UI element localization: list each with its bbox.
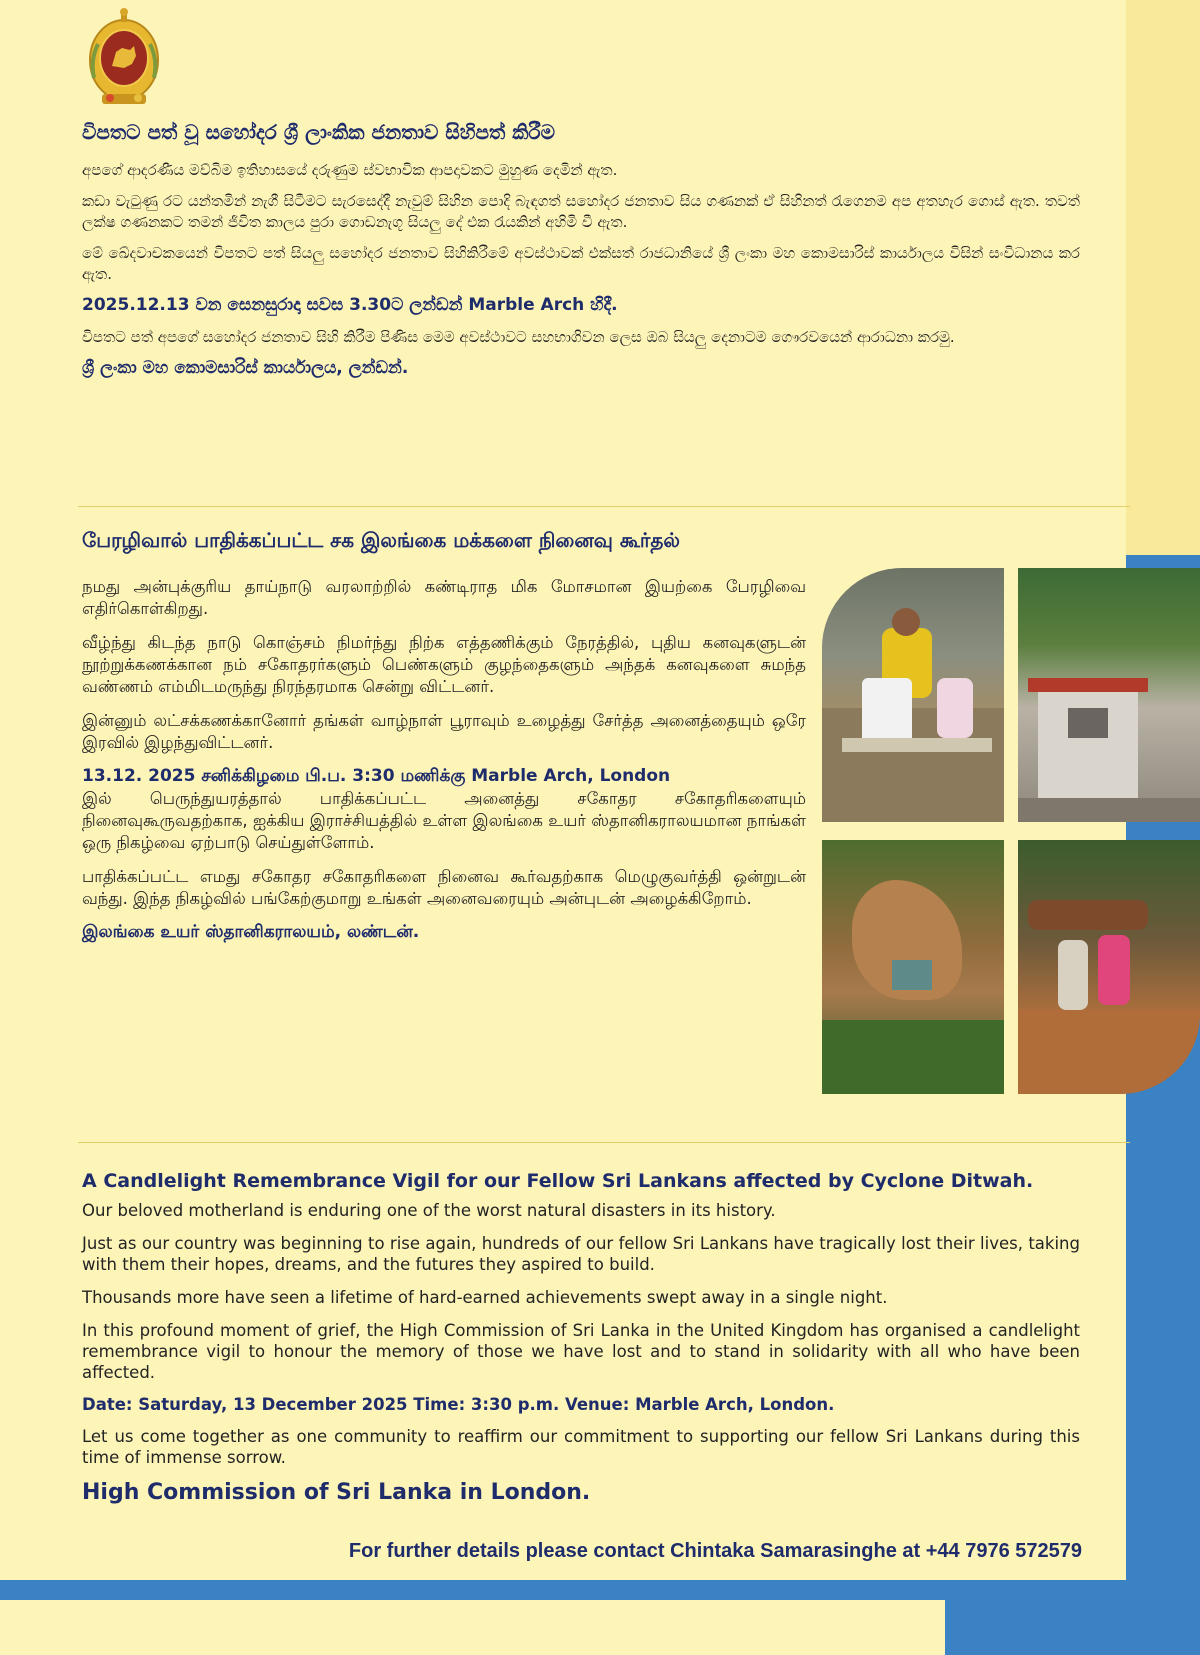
english-section	[82, 1170, 1080, 1505]
divider-top	[78, 506, 1130, 507]
divider-bottom	[78, 1142, 1130, 1143]
tamil-event-date: 13.12. 2025 சனிக்கிழமை பி.ப. 3:30 மணிக்கு Marble Arch, London	[82, 766, 671, 786]
tamil-paragraph-1: நமது அன்புக்குரிய தாய்நாடு வரலாற்றில் கண்டிராத மிக மோசமான இயற்கை பேரழிவை எதிர்கொள்கிறது.	[82, 577, 806, 618]
sinhala-title: විපතට පත් වූ සහෝදර ශ්‍රී ලාංකික ජනතාව සිහිපත් කිරීම	[82, 120, 555, 144]
english-paragraph-3: Thousands more have seen a lifetime of hard-earned achievements swept away in a single night.	[82, 1288, 888, 1307]
tamil-paragraph-3: இன்னும் லட்சக்கணக்கானோர் தங்கள் வாழ்நாள் பூராவும் உழைத்து சேர்த்த அனைத்தையும் ஒரே இரவில் இழந்துவிட்டனர்.	[82, 711, 806, 752]
sri-lanka-emblem-icon	[88, 8, 160, 112]
damaged-house-photo	[1018, 568, 1200, 822]
english-paragraph-2: Just as our country was beginning to rise again, hundreds of our fellow Sri Lankans have tragically lost their lives, taking with them their hopes, dreams, and the futures they aspired to build.	[82, 1234, 1080, 1274]
tamil-title: பேரழிவால் பாதிக்கப்பட்ட சக இலங்கை மக்களை நினைவு கூர்தல்	[82, 528, 680, 552]
tamil-paragraph-4: இல் பெருந்துயரத்தால் பாதிக்கப்பட்ட அனைத்து சகோதர சகோதரிகளையும் நினைவுகூருவதற்காக, ஐக்கிய இராச்சியத்தில் உள்ள இலங்கை உயர் ஸ்தானிகராலயமான நாங்கள் ஒரு நிகழ்வை ஏற்பாடு செய்துள்ளோம்.	[82, 789, 806, 852]
sinhala-event-date: 2025.12.13 වන සෙනසුරාදා සවස 3.30ට ලන්ඩන් Marble Arch හිදී.	[82, 295, 618, 315]
sinhala-paragraph-2: කඩා වැටුණු රට යන්තමින් නැගී සිටීමට සැරසෙද්දී නැවුම් සිහින පොදි බැඳගත් සහෝදර ජනතාව සිය ගණනක් ඒ සිහිනත් රැගෙනම අප අතහැර ගොස් ඇත. තවත් ලක්ෂ ගණනකට තමන් ජීවිත කාලය පුරා ගොඩනැගූ සියලු දේ එක රැයකින් අහිමි වී ඇත.	[82, 192, 1080, 231]
contact-line: For further details please contact Chintaka Samarasinghe at +44 7976 572579	[348, 1540, 1082, 1562]
tamil-section	[82, 576, 806, 944]
english-paragraph-5: Let us come together as one community to reaffirm our commitment to supporting our fellow Sri Lankans during this time of immense sorrow.	[82, 1427, 1080, 1467]
flood-photo	[822, 568, 1004, 822]
sinhala-paragraph-4: විපතට පත් අපගේ සහෝදර ජනතාව සිහි කිරීම පිණිස මෙම අවස්ථාවට සහභාගිවන ලෙස ඔබ සියලු දෙනාටම ගෞරවයෙන් ආරාධනා කරමු.	[82, 328, 955, 346]
english-signature: High Commission of Sri Lanka in London.	[82, 1480, 591, 1505]
tamil-paragraph-5: பாதிக்கப்பட்ட எமது சகோதர சகோதரிகளை நினைவ கூர்வதற்காக மெழுகுவர்த்தி ஒன்றுடன் வந்து. இந்த நிகழ்வில் பங்கேற்குமாறு உங்கள் அனைவரையும் அன்புடன் அழைக்கிறோம்.	[82, 867, 806, 908]
bottom-blue-bar	[0, 1580, 1200, 1600]
english-paragraph-1: Our beloved motherland is enduring one of the worst natural disasters in its history.	[82, 1201, 776, 1220]
english-event-details: Date: Saturday, 13 December 2025 Time: 3:30 p.m. Venue: Marble Arch, London.	[82, 1395, 835, 1414]
sinhala-paragraph-1: අපගේ ආදරණීය මව්බිම ඉතිහාසයේ දරුණුම ස්වභාවික ආපදාවකට මුහුණ දෙමින් ඇත.	[82, 161, 618, 179]
landslide-photo	[822, 840, 1004, 1094]
tamil-signature: இலங்கை உயர் ஸ்தானிகராலயம், லண்டன்.	[82, 922, 420, 942]
tamil-paragraph-2: வீழ்ந்து கிடந்த நாடு கொஞ்சம் நிமர்ந்து நிற்க எத்தணிக்கும் நேரத்தில், புதிய கனவுகளுடன் நூற்றுக்கணக்கான நம் சகோதரர்களும் பெண்களும் குழந்தைகளும் அந்தக் கனவுகளை சுமந்த வண்ணம் எம்மிடமருந்து நிரந்தரமாக சென்று விட்டனர்.	[82, 633, 806, 696]
english-title: A Candlelight Remembrance Vigil for our Fellow Sri Lankans affected by Cyclone Ditwah.	[82, 1170, 1034, 1192]
people-walking-photo	[1018, 840, 1200, 1094]
sinhala-signature: ශ්‍රී ලංකා මහ කොමසාරිස් කාර්යාලය, ලන්ඩන්.	[82, 358, 409, 378]
sinhala-paragraph-3: මේ ඛේදවාචකයෙන් විපතට පත් සියලු සහෝදර ජනතාව සිහිකිරීමේ අවස්ථාවක් එක්සත් රාජධානියේ ශ්‍රී ලංකා මහ කොමසාරිස් කාර්යාලය විසින් සංවිධානය කර ඇත.	[82, 244, 1080, 283]
sinhala-section	[82, 120, 1080, 390]
english-paragraph-4: In this profound moment of grief, the High Commission of Sri Lanka in the United Kingdom has organised a candlelight remembrance vigil to honour the memory of those we have lost and to stand in solidarity with all who have been affected.	[82, 1321, 1080, 1382]
